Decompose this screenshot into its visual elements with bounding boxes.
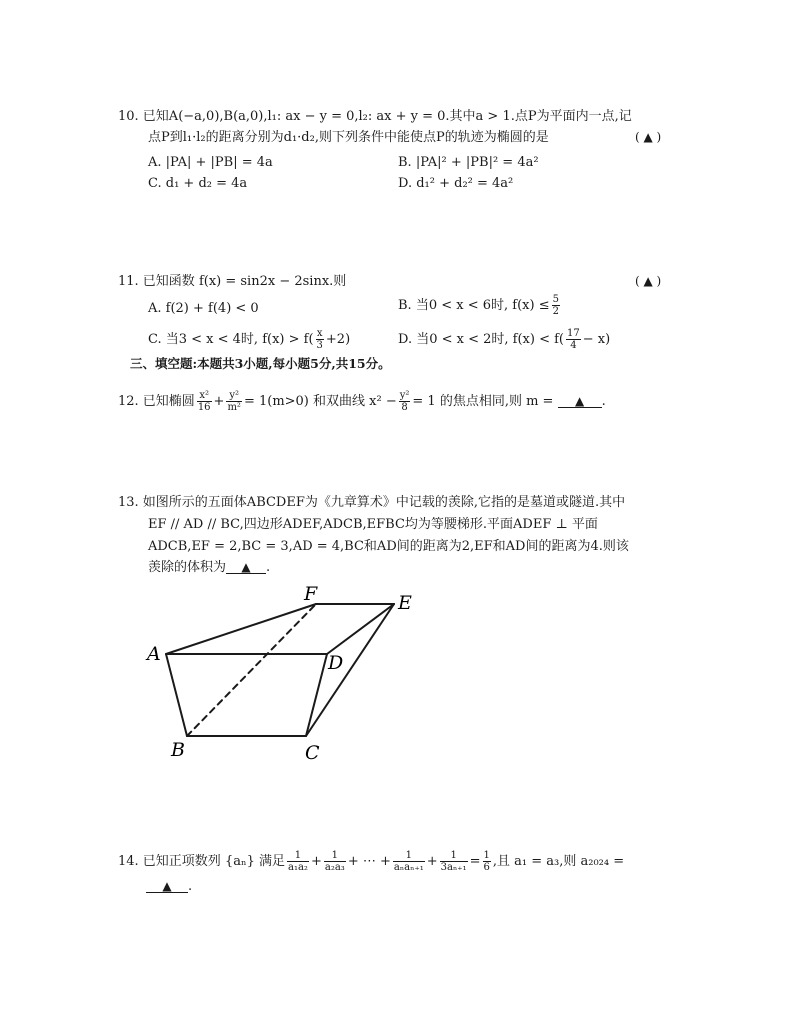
vertex-label-c: C <box>305 742 320 764</box>
edge-bf-hidden <box>187 604 316 736</box>
fraction <box>393 850 425 873</box>
q13-line2: EF // AD // BC,四边形ADEF,ADCB,EFBC均为等腰梯形.平面ADEF ⊥ 平面 <box>148 517 598 532</box>
denominator: a₂a₃ <box>324 862 345 873</box>
q13-line4-text: 羡除的体积为 <box>148 560 227 575</box>
fraction <box>324 850 346 873</box>
q10-option-d: D. d₁² + d₂² = 4a² <box>398 176 514 191</box>
edge-af <box>166 604 316 654</box>
ellipsis-sum: + ⋯ + <box>347 854 391 869</box>
plus-sign: + <box>426 854 438 869</box>
answer-blank[interactable]: ▲ <box>146 880 188 893</box>
vertex-label-a: A <box>147 643 161 665</box>
q11-option-a: A. f(2) + f(4) < 0 <box>148 301 259 316</box>
equals-sign: = <box>469 854 481 869</box>
denominator: 2 <box>552 306 559 317</box>
denominator: a₁a₂ <box>288 862 308 873</box>
q13-line3: ADCB,EF = 2,BC = 3,AD = 4,BC和AD间的距离为2,EF和AD间的距离为4.则该 <box>148 539 629 554</box>
numerator: 1 <box>405 850 412 861</box>
q12-text-pre: 12. 已知椭圆 <box>118 394 195 409</box>
edge-de <box>327 604 394 654</box>
denominator: 3aₙ₊₁ <box>440 862 467 873</box>
q10-option-b: B. |PA|² + |PB|² = 4a² <box>398 155 539 170</box>
denominator: m² <box>227 402 241 413</box>
fraction <box>440 850 468 873</box>
numerator: y² <box>229 390 240 401</box>
q10-option-a: A. |PA| + |PB| = 4a <box>148 155 273 170</box>
q14-text-pre: 14. 已知正项数列 {aₙ} 满足 <box>118 854 285 869</box>
numerator: 5 <box>552 294 559 305</box>
numerator: x² <box>199 390 209 401</box>
q12-text-post: = 1 的焦点相同,则 m = <box>412 394 554 409</box>
period: . <box>266 560 271 575</box>
answer-blank[interactable]: ▲ <box>558 395 602 408</box>
q11-answer-mark: ( ▲ ) <box>635 274 662 288</box>
numerator: 1 <box>294 850 302 861</box>
vertex-label-e: E <box>398 592 412 614</box>
edge-ab <box>166 654 187 736</box>
plus-sign: + <box>213 394 225 409</box>
q10-line1: 10. 已知A(−a,0),B(a,0),l₁: ax − y = 0,l₂: ax + y = 0.其中a > 1.点P为平面内一点,记 <box>118 109 632 124</box>
q11-option-b-text: B. 当0 < x < 6时, f(x) ≤ <box>398 298 550 313</box>
numerator: x <box>316 328 323 339</box>
q11-option-d-tail: − x) <box>582 332 611 347</box>
q14-line1 <box>118 850 624 873</box>
vertex-label-b: B <box>171 739 185 761</box>
denominator: 6 <box>483 862 490 873</box>
numerator: 17 <box>567 328 580 339</box>
q14-line2 <box>146 880 192 893</box>
q11-option-c-tail: +2) <box>325 332 351 347</box>
section-heading: 三、填空题:本题共3小题,每小题5分,共15分。 <box>130 356 391 371</box>
period: . <box>188 879 193 894</box>
period: . <box>601 394 606 409</box>
q11-line1: 11. 已知函数 f(x) = sin2x − 2sinx.则 <box>118 274 347 289</box>
fraction <box>287 850 309 873</box>
plus-sign: + <box>310 854 322 869</box>
denominator: aₙaₙ₊₁ <box>393 862 424 873</box>
denominator: 4 <box>566 339 581 351</box>
numerator: 1 <box>450 850 457 861</box>
q11-option-c-text: C. 当3 < x < 4时, f(x) > f( <box>148 332 314 347</box>
fraction <box>483 850 491 873</box>
answer-blank[interactable]: ▲ <box>226 561 266 574</box>
vertex-label-f: F <box>304 583 318 605</box>
numerator: y² <box>399 390 410 401</box>
edge-ce <box>306 604 394 736</box>
q10-option-c: C. d₁ + d₂ = 4a <box>148 176 248 191</box>
numerator: 1 <box>331 850 339 861</box>
q13-line1: 13. 如图所示的五面体ABCDEF为《九章算术》中记载的羡除,它指的是墓道或隧道.其中 <box>118 495 626 510</box>
numerator: 1 <box>483 850 490 861</box>
q12-text-mid: = 1(m>0) 和双曲线 x² − <box>243 394 397 409</box>
denominator: 3 <box>316 340 323 351</box>
q10-answer-mark: ( ▲ ) <box>635 130 662 144</box>
denominator: 8 <box>399 401 411 413</box>
denominator: 16 <box>197 402 211 413</box>
q14-text-post: ,且 a₁ = a₃,则 a₂₀₂₄ = <box>492 854 625 869</box>
q10-line2: 点P到l₁·l₂的距离分别为d₁·d₂,则下列条件中能使点P的轨迹为椭圆的是 <box>148 130 549 145</box>
edge-cd <box>306 654 327 736</box>
vertex-label-d: D <box>328 652 344 674</box>
q11-option-d-text: D. 当0 < x < 2时, f(x) < f( <box>398 332 565 347</box>
